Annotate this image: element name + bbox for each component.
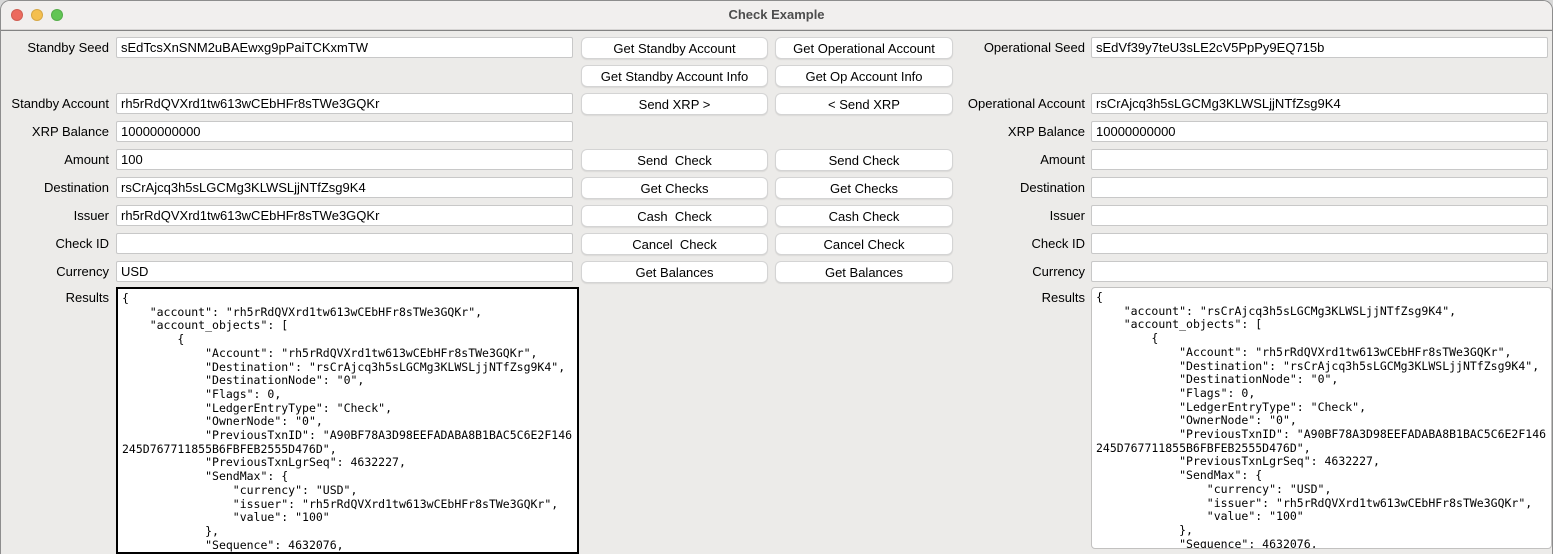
operational-check-id-label: Check ID xyxy=(1031,236,1085,251)
standby-issuer-input[interactable] xyxy=(116,205,573,226)
standby-results-textarea[interactable] xyxy=(116,287,579,554)
standby-check-id-input[interactable] xyxy=(116,233,573,254)
operational-issuer-input[interactable] xyxy=(1091,205,1548,226)
standby-amount-label: Amount xyxy=(64,152,109,167)
operational-destination-input[interactable] xyxy=(1091,177,1548,198)
standby-currency-input[interactable] xyxy=(116,261,573,282)
operational-account-label: Operational Account xyxy=(967,96,1085,111)
standby-issuer-label: Issuer xyxy=(73,208,109,223)
standby-get-balances-button[interactable]: Get Balances xyxy=(581,261,768,283)
standby-check-id-label: Check ID xyxy=(55,236,109,251)
window-title: Check Example xyxy=(728,7,825,22)
standby-currency-label: Currency xyxy=(56,264,109,279)
standby-results-label: Results xyxy=(65,290,109,305)
operational-get-balances-button[interactable]: Get Balances xyxy=(775,261,953,283)
standby-destination-label: Destination xyxy=(43,180,109,195)
get-op-account-info-button[interactable]: Get Op Account Info xyxy=(775,65,953,87)
title-bar[interactable] xyxy=(1,1,1552,30)
standby-account-label: Standby Account xyxy=(11,96,109,111)
operational-results-textarea[interactable] xyxy=(1091,287,1552,549)
minimize-button[interactable] xyxy=(31,9,43,21)
standby-destination-input[interactable] xyxy=(116,177,573,198)
operational-destination-label: Destination xyxy=(1019,180,1085,195)
send-xrp-left-button[interactable]: < Send XRP xyxy=(775,93,953,115)
send-xrp-right-button[interactable]: Send XRP > xyxy=(581,93,768,115)
standby-account-input[interactable] xyxy=(116,93,573,114)
standby-xrp-balance-label: XRP Balance xyxy=(31,124,109,139)
operational-cash-check-button[interactable]: Cash Check xyxy=(775,205,953,227)
operational-currency-input[interactable] xyxy=(1091,261,1548,282)
standby-xrp-balance-input[interactable] xyxy=(116,121,573,142)
standby-seed-input[interactable] xyxy=(116,37,573,58)
operational-seed-input[interactable] xyxy=(1091,37,1548,58)
standby-seed-label: Standby Seed xyxy=(27,40,109,55)
operational-send-check-button[interactable]: Send Check xyxy=(775,149,953,171)
traffic-lights xyxy=(11,9,63,21)
zoom-button[interactable] xyxy=(51,9,63,21)
standby-get-checks-button[interactable]: Get Checks xyxy=(581,177,768,199)
get-standby-account-info-button[interactable]: Get Standby Account Info xyxy=(581,65,768,87)
get-operational-account-button[interactable]: Get Operational Account xyxy=(775,37,953,59)
operational-account-input[interactable] xyxy=(1091,93,1548,114)
operational-check-id-input[interactable] xyxy=(1091,233,1548,254)
operational-issuer-label: Issuer xyxy=(1049,208,1085,223)
standby-amount-input[interactable] xyxy=(116,149,573,170)
standby-cancel-check-button[interactable]: Cancel Check xyxy=(581,233,768,255)
operational-amount-input[interactable] xyxy=(1091,149,1548,170)
standby-cash-check-button[interactable]: Cash Check xyxy=(581,205,768,227)
operational-amount-label: Amount xyxy=(1040,152,1085,167)
get-standby-account-button[interactable]: Get Standby Account xyxy=(581,37,768,59)
operational-currency-label: Currency xyxy=(1032,264,1085,279)
standby-send-check-button[interactable]: Send Check xyxy=(581,149,768,171)
operational-xrp-balance-input[interactable] xyxy=(1091,121,1548,142)
operational-get-checks-button[interactable]: Get Checks xyxy=(775,177,953,199)
operational-xrp-balance-label: XRP Balance xyxy=(1007,124,1085,139)
operational-results-label: Results xyxy=(1041,290,1085,305)
operational-cancel-check-button[interactable]: Cancel Check xyxy=(775,233,953,255)
close-button[interactable] xyxy=(11,9,23,21)
operational-seed-label: Operational Seed xyxy=(983,40,1085,55)
